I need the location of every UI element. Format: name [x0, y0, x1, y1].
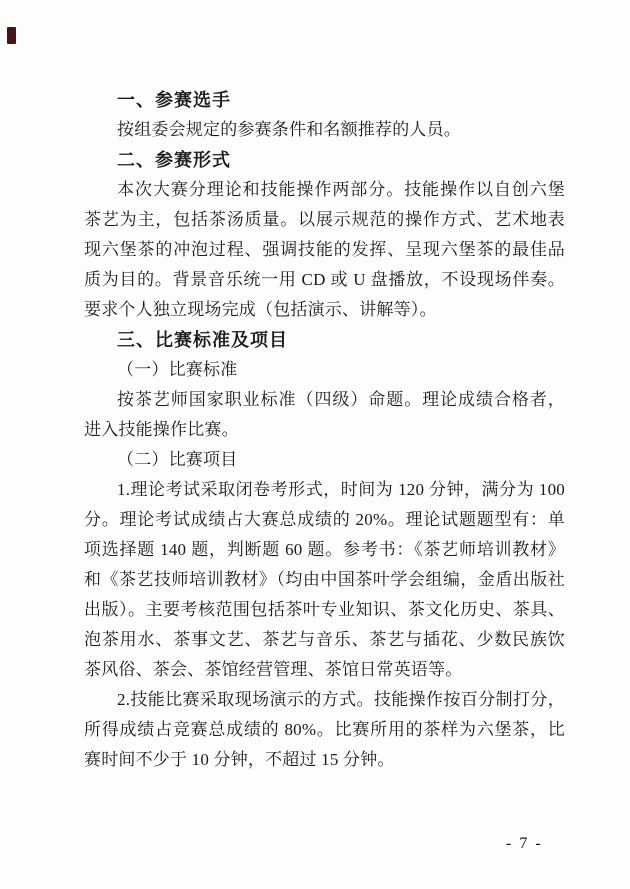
text-line: 2.技能比赛采取现场演示的方式。技能操作按百分制打分， [117, 690, 565, 709]
text-line: 进入技能操作比赛。 [84, 420, 239, 439]
text-line: （一）比赛标准 [117, 360, 238, 379]
text-line: 和《茶艺技师培训教材》（均由中国茶叶学会组编，金盾出版社 [84, 570, 565, 589]
text-line: 质为目的。背景音乐统一用 CD 或 U 盘播放，不设现场伴奏。 [84, 270, 565, 289]
document-body [84, 85, 565, 775]
text-line: 出版）。主要考核范围包括茶叶专业知识、茶文化历史、茶具、 [84, 600, 565, 619]
text-line: 要求个人独立现场完成（包括演示、讲解等）。 [84, 300, 437, 319]
text-line: 按组委会规定的参赛条件和名额推荐的人员。 [117, 120, 461, 139]
text-line: 本次大赛分理论和技能操作两部分。技能操作以自创六堡 [117, 180, 565, 199]
text-line: 赛时间不少于 10 分钟，不超过 15 分钟。 [84, 750, 395, 769]
page-number: - 7 - [506, 835, 543, 852]
text-line: 项选择题 140 题，判断题 60 题。参考书：《茶艺师培训教材》 [84, 540, 565, 559]
heading-line: 二、参赛形式 [117, 150, 231, 170]
heading-line: 三、比赛标准及项目 [117, 330, 288, 350]
text-line: 1.理论考试采取闭卷考形式，时间为 120 分钟，满分为 100 [117, 480, 565, 499]
text-line: 现六堡茶的冲泡过程、强调技能的发挥、呈现六堡茶的最佳品 [84, 240, 565, 259]
heading-line: 一、参赛选手 [117, 90, 231, 110]
text-line: （二）比赛项目 [117, 450, 238, 469]
text-line: 按茶艺师国家职业标准（四级）命题。理论成绩合格者， [117, 390, 565, 409]
text-line: 茶艺为主，包括茶汤质量。以展示规范的操作方式、艺术地表 [84, 210, 565, 229]
text-line: 所得成绩占竞赛总成绩的 80%。比赛所用的茶样为六堡茶，比 [84, 720, 565, 739]
scan-artifact-mark [7, 27, 16, 44]
text-line: 茶风俗、茶会、茶馆经营管理、茶馆日常英语等。 [84, 660, 463, 679]
text-line: 分。理论考试成绩占大赛总成绩的 20%。理论试题题型有：单 [84, 510, 565, 529]
text-line: 泡茶用水、茶事文艺、茶艺与音乐、茶艺与插花、少数民族饮 [84, 630, 565, 649]
